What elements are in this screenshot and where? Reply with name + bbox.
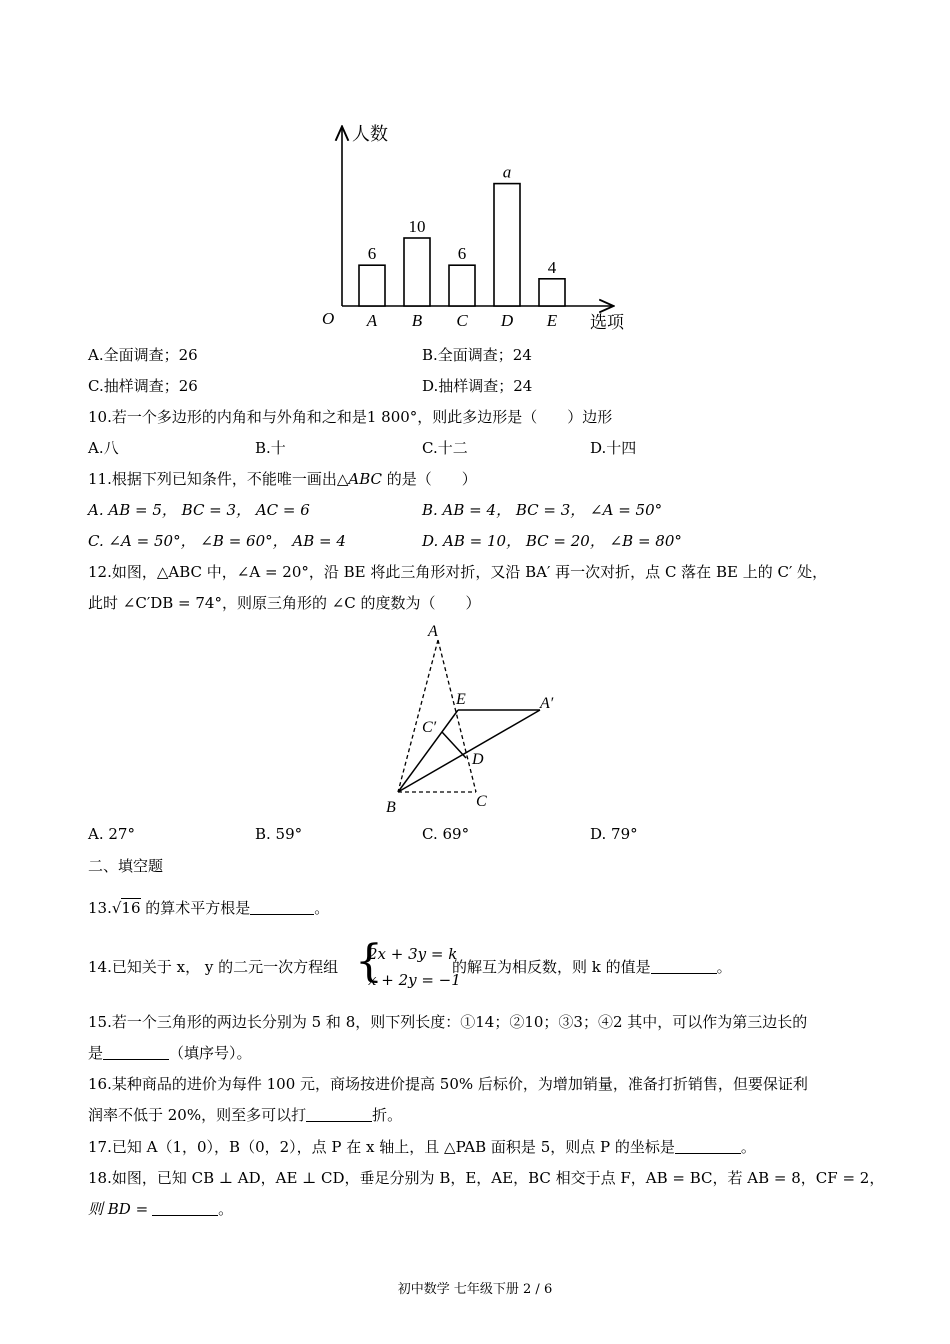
- q11-stem: [88, 469, 477, 489]
- y-axis-label: 人数: [352, 124, 388, 144]
- tick-label-c: C: [456, 311, 468, 330]
- q12-option-c: C. 69°: [422, 825, 470, 843]
- q10-option-c: C.十二: [422, 439, 468, 457]
- data-label-b: 10: [408, 217, 426, 236]
- q18-line1: 18.如图，已知 CB ⊥ AD，AE ⊥ CD，垂足分别为 B，E，AE，BC 相交于点 F，AB = BC，若 AB = 8，CF = 2，: [88, 1169, 885, 1187]
- q18-line2: [88, 1199, 233, 1219]
- q9-option-c: C.抽样调查；26: [88, 377, 198, 395]
- q16-answer-blank: [306, 1107, 372, 1122]
- q15-line2-pre: 是: [88, 1044, 104, 1062]
- q12-option-d: D. 79°: [590, 825, 638, 843]
- q13-radicand: 16: [121, 899, 141, 917]
- tick-label-d: D: [500, 311, 514, 330]
- data-label-d: a: [502, 162, 512, 182]
- q11-stem-var: ABC: [348, 470, 383, 488]
- q14-answer-blank: [651, 959, 717, 974]
- bar-chart: [300, 118, 640, 338]
- tick-label-b: B: [411, 311, 423, 330]
- q11-stem-post: 的是（ ）: [382, 470, 477, 488]
- label-b: B: [386, 799, 396, 816]
- bar-d: [494, 184, 520, 306]
- data-label-e: 4: [547, 257, 557, 277]
- tick-label-e: E: [546, 311, 558, 330]
- x-axis-label: 选项: [590, 313, 624, 332]
- triangle-fold-figure: [370, 620, 590, 820]
- q13-post: 的算术平方根是: [140, 899, 251, 917]
- q13: [88, 898, 329, 918]
- q11-option-d: D. AB = 10， BC = 20， ∠B = 80°: [422, 532, 682, 550]
- q10-option-d: D.十四: [590, 439, 637, 457]
- q9-option-d: D.抽样调查；24: [422, 377, 533, 395]
- q9-option-b: B.全面调查；24: [422, 346, 532, 364]
- label-d: D: [472, 751, 484, 768]
- section-title: 二、填空题: [88, 857, 164, 875]
- q17-text: 17.已知 A（1，0），B（0，2），点 P 在 x 轴上，且 △PAB 面积是 5，则点 P 的坐标是: [88, 1138, 675, 1156]
- q11-option-a: A. AB = 5， BC = 3， AC = 6: [88, 501, 310, 519]
- q17: [88, 1137, 756, 1157]
- segment-a-b: [398, 640, 438, 792]
- q14-eq2: x + 2y = −1: [368, 971, 461, 989]
- data-label-a: 6: [367, 244, 377, 264]
- q12-option-a: A. 27°: [88, 825, 135, 843]
- system-brace: {: [355, 936, 383, 987]
- q14-post-wrap: [452, 957, 732, 977]
- q18-line2-pre: 则 BD =: [88, 1200, 149, 1218]
- q10-option-b: B.十: [255, 439, 286, 457]
- q17-end: 。: [740, 1138, 756, 1156]
- data-label-c: 6: [457, 244, 467, 264]
- q16-line1: 16.某种商品的进价为每件 100 元，商场按进价提高 50% 后标价，为增加销量，准备打折销售，但要保证利: [88, 1075, 808, 1093]
- segment-a-c: [438, 640, 476, 792]
- q14-post: 的解互为相反数，则 k 的值是: [452, 958, 651, 976]
- label-a-prime: A′: [540, 695, 554, 712]
- q12-stem-line1: 12.如图，△ABC 中，∠A = 20°，沿 BE 将此三角形对折，又沿 BA′ 再一次对折，点 C 落在 BE 上的 C′ 处，: [88, 563, 828, 581]
- bar-a: [359, 265, 385, 306]
- q13-pre: 13.: [88, 899, 112, 917]
- segment-b-a1: [398, 710, 540, 792]
- q13-answer-blank: [250, 900, 314, 915]
- q14-pre: 14.已知关于 x， y 的二元一次方程组: [88, 958, 339, 976]
- q16-line2-pre: 润率不低于 20%，则至多可以打: [88, 1106, 307, 1124]
- q11-option-b: B. AB = 4， BC = 3， ∠A = 50°: [422, 501, 663, 519]
- page-footer: 初中数学 七年级下册 2 / 6: [397, 1282, 553, 1297]
- q16-line2: [88, 1105, 402, 1125]
- bar-e: [539, 279, 565, 306]
- q17-answer-blank: [675, 1139, 741, 1154]
- tick-label-a: A: [366, 311, 378, 330]
- origin-label: O: [322, 309, 335, 328]
- bar-c: [449, 265, 475, 306]
- q16-line2-post: 折。: [372, 1106, 403, 1124]
- q18-end: 。: [218, 1200, 234, 1218]
- label-c: C: [476, 793, 487, 810]
- q14-end: 。: [716, 958, 732, 976]
- bar-b: [404, 238, 430, 306]
- sqrt-symbol: √: [111, 899, 122, 917]
- label-a: A: [428, 623, 438, 640]
- q15-line1: 15.若一个三角形的两边长分别为 5 和 8，则下列长度：①14；②10；③3；④2 其中，可以作为第三边长的: [88, 1013, 808, 1031]
- label-c-prime: C′: [422, 719, 437, 736]
- q12-option-b: B. 59°: [255, 825, 303, 843]
- q18-answer-blank: [152, 1201, 218, 1216]
- q12-stem-line2: 此时 ∠C′DB = 74°，则原三角形的 ∠C 的度数为（ ）: [88, 594, 481, 612]
- q14-eq1: 2x + 3y = k: [368, 945, 458, 963]
- q11-option-c: C. ∠A = 50°， ∠B = 60°， AB = 4: [88, 532, 346, 550]
- q11-stem-pre: 11.根据下列已知条件，不能唯一画出△: [88, 470, 349, 488]
- q15-line2: [88, 1043, 252, 1063]
- q10-option-a: A.八: [88, 439, 119, 457]
- label-e: E: [456, 691, 466, 708]
- q15-answer-blank: [103, 1045, 169, 1060]
- q15-line2-post: （填序号）。: [169, 1044, 252, 1062]
- q10-stem: 10.若一个多边形的内角和与外角和之和是1 800°，则此多边形是（ ）边形: [88, 408, 613, 426]
- q9-option-a: A.全面调查；26: [88, 346, 198, 364]
- q13-end: 。: [314, 899, 330, 917]
